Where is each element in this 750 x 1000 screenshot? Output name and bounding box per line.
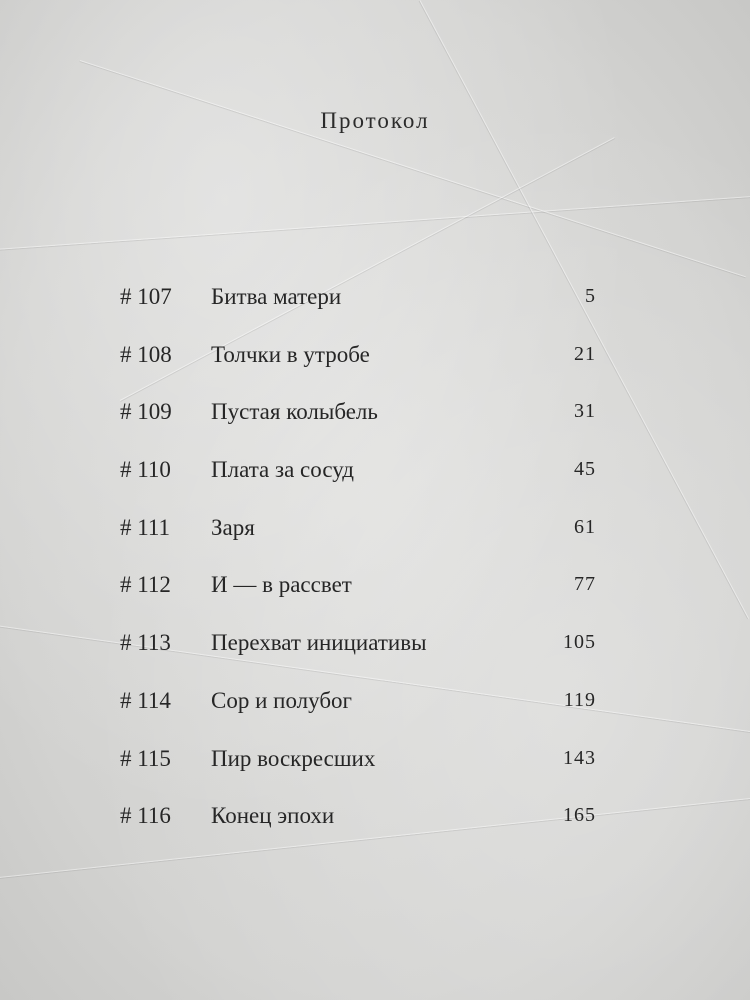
- entry-title: И — в рассвет: [211, 572, 352, 598]
- entry-title: Заря: [211, 514, 255, 540]
- entry-page: 31: [574, 400, 596, 423]
- toc-entry: [120, 614, 596, 672]
- entry-page: 105: [563, 631, 596, 654]
- entry-title: Плата за сосуд: [211, 457, 354, 483]
- entry-page: 77: [574, 573, 596, 596]
- entry-number: # 107: [120, 284, 172, 309]
- entry-page: 5: [585, 285, 596, 307]
- entry-page: 165: [563, 804, 596, 827]
- entry-number: # 112: [120, 572, 171, 598]
- entry-page: 61: [574, 515, 596, 538]
- entry-title: Пир воскресших: [211, 745, 376, 771]
- entry-page: 143: [563, 746, 596, 769]
- entry-title: Конец эпохи: [211, 803, 335, 829]
- page-title: Протокол: [320, 108, 430, 133]
- entry-page: 119: [563, 688, 596, 711]
- entry-number: # 110: [120, 457, 171, 483]
- toc-entry: [120, 556, 596, 614]
- entry-page: 45: [574, 458, 596, 481]
- toc-entry: [120, 268, 596, 326]
- entry-number: # 114: [120, 687, 171, 713]
- entry-number: # 111: [120, 514, 171, 540]
- entry-number: # 113: [120, 630, 171, 656]
- entry-page: 21: [574, 342, 596, 365]
- entry-number: # 109: [120, 399, 172, 425]
- toc-entry: [120, 787, 596, 845]
- toc-entry: [120, 672, 596, 730]
- toc-entry: [120, 499, 596, 557]
- toc-entry: [120, 730, 596, 788]
- toc-entry: [120, 441, 596, 499]
- entry-title: Пустая колыбель: [211, 399, 378, 425]
- toc-entry: [120, 383, 596, 441]
- toc-entry: [120, 326, 596, 384]
- entry-number: # 116: [120, 803, 171, 829]
- entry-title: Перехват инициативы: [211, 630, 427, 656]
- entry-number: # 108: [120, 341, 172, 367]
- entry-title: Толчки в утробе: [211, 341, 370, 367]
- table-of-contents: [120, 268, 596, 845]
- entry-title: Битва матери: [211, 284, 342, 309]
- entry-number: # 115: [120, 745, 171, 771]
- entry-title: Сор и полубог: [211, 687, 352, 713]
